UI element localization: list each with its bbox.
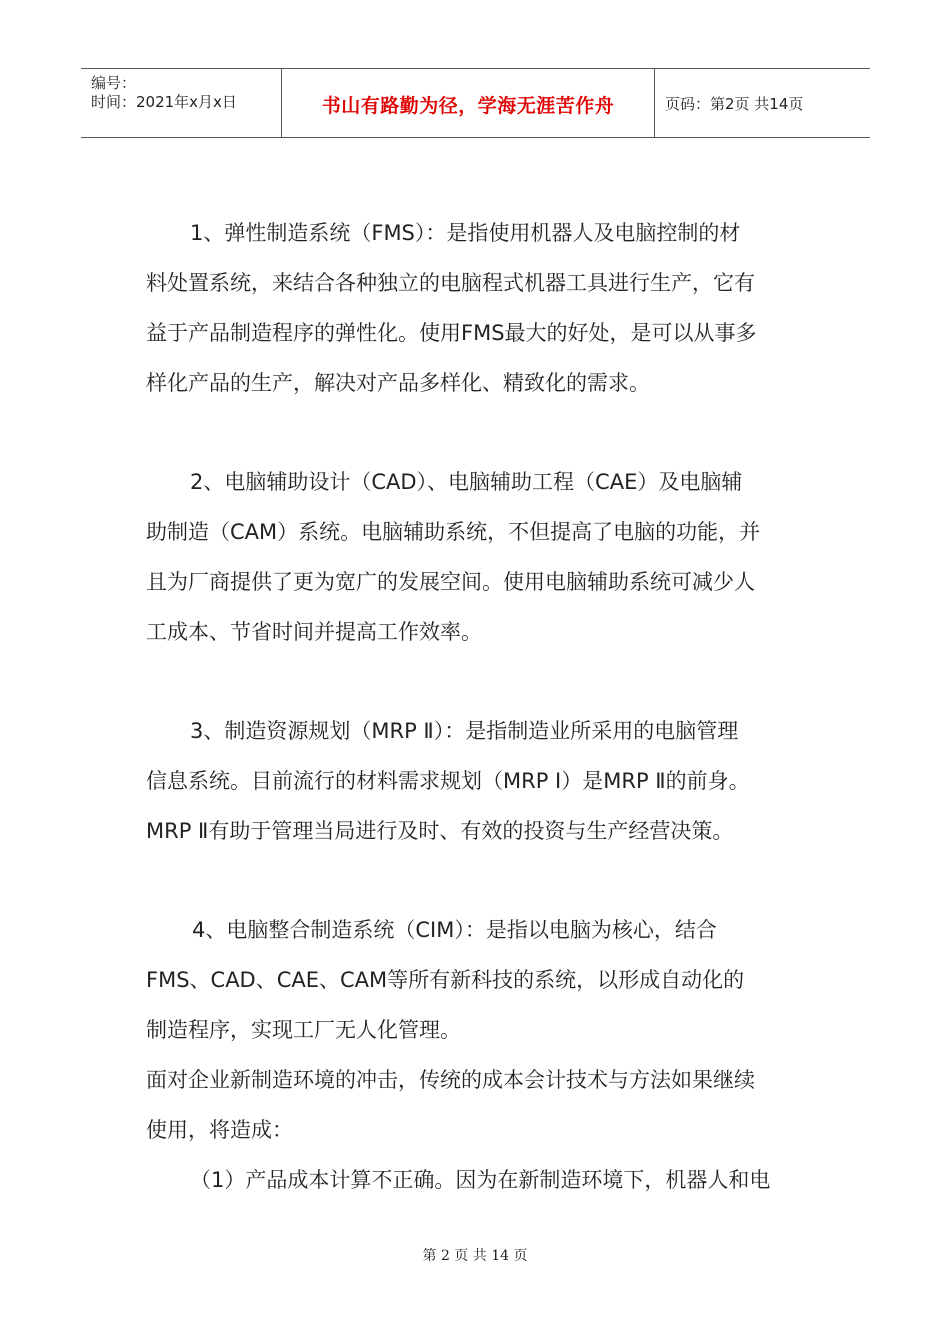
text-line: 益于产品制造程序的弹性化。使用FMS最大的好处，是可以从事多 xyxy=(146,321,757,345)
text-line: 2、电脑辅助设计（CAD）、电脑辅助工程（CAE）及电脑辅 xyxy=(190,470,743,494)
page-header xyxy=(81,68,870,138)
text-line: 1、弹性制造系统（FMS）：是指使用机器人及电脑控制的材 xyxy=(190,221,741,245)
text-line: 样化产品的生产，解决对产品多样化、精致化的需求。 xyxy=(146,371,650,395)
text-line: 助制造（CAM）系统。电脑辅助系统，不但提高了电脑的功能，并 xyxy=(146,520,761,544)
paragraph-cad xyxy=(146,457,811,657)
header-meta-cell xyxy=(81,69,281,137)
paragraph-fms xyxy=(146,208,811,408)
paragraph-cim xyxy=(146,905,811,1205)
text-line: 工成本、节省时间并提高工作效率。 xyxy=(146,620,482,644)
paragraph-mrp xyxy=(146,706,811,856)
text-line: 料处置系统，来结合各种独立的电脑程式机器工具进行生产，它有 xyxy=(146,271,755,295)
text-line: MRP Ⅱ有助于管理当局进行及时、有效的投资与生产经营决策。 xyxy=(146,819,734,843)
page-footer: 第 2 页 共 14 页 xyxy=(422,1248,528,1264)
document-number: 编号： xyxy=(91,74,137,92)
text-line: 面对企业新制造环境的冲击，传统的成本会计技术与方法如果继续 xyxy=(146,1068,755,1092)
header-motto-cell xyxy=(281,69,655,137)
text-line: 4、电脑整合制造系统（CIM）：是指以电脑为核心，结合 xyxy=(192,918,717,942)
header-page-cell xyxy=(655,69,870,137)
text-line: 制造程序，实现工厂无人化管理。 xyxy=(146,1018,461,1042)
text-line: 3、制造资源规划（MRP Ⅱ）：是指制造业所采用的电脑管理 xyxy=(190,719,739,743)
text-line: FMS、CAD、CAE、CAM等所有新科技的系统，以形成自动化的 xyxy=(146,968,745,992)
text-line: 信息系统。目前流行的材料需求规划（MRP I）是MRP Ⅱ的前身。 xyxy=(146,769,750,793)
document-date: 时间：2021年x月x日 xyxy=(91,93,237,111)
text-line: 使用，将造成： xyxy=(146,1118,293,1142)
motto: 书山有路勤为径，学海无涯苦作舟 xyxy=(321,95,615,117)
page-indicator: 页码：第2页 共14页 xyxy=(665,95,804,113)
text-line: （1）产品成本计算不正确。因为在新制造环境下，机器人和电 xyxy=(190,1168,771,1192)
text-line: 且为厂商提供了更为宽广的发展空间。使用电脑辅助系统可减少人 xyxy=(146,570,755,594)
